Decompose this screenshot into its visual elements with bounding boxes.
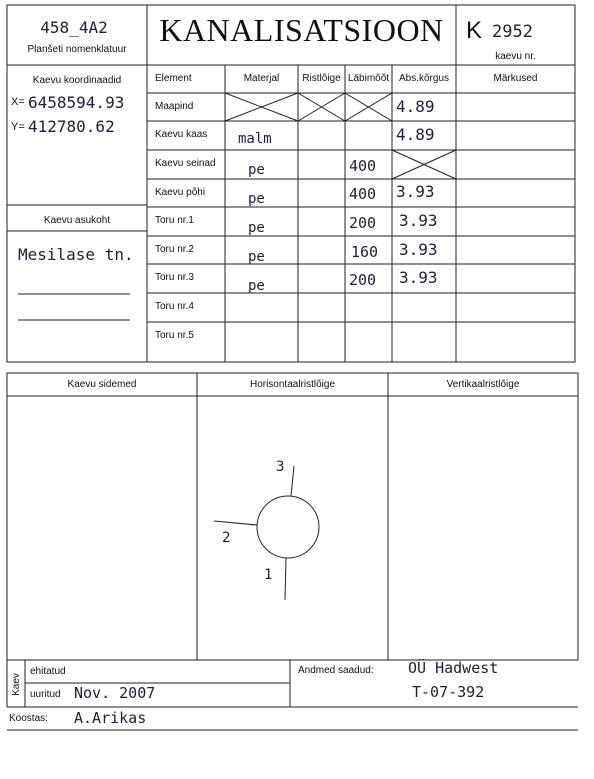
col-header-notes: Märkused	[493, 73, 538, 84]
section-vertical-title: Vertikaalristlõige	[446, 379, 520, 390]
cell-diameter: 400	[349, 157, 377, 175]
cell-diameter: 200	[349, 271, 377, 289]
row-element-label: Toru nr.2	[155, 244, 194, 255]
compiled-value: A.Arikas	[74, 709, 147, 727]
coord-x-prefix: X=	[11, 96, 25, 108]
built-label: ehitatud	[30, 666, 66, 677]
row-element-label: Maapind	[155, 101, 194, 112]
cell-material: pe	[248, 278, 265, 294]
cell-abs-height: 3.93	[399, 211, 438, 230]
row-element-label: Kaevu seinad	[155, 158, 216, 169]
cell-material: pe	[248, 220, 265, 236]
coord-y-prefix: Y=	[11, 121, 25, 133]
row-element-label: Kaevu põhi	[155, 187, 206, 198]
coord-x-value: 6458594.93	[28, 93, 125, 112]
measured-value: Nov. 2007	[74, 684, 156, 702]
col-header-cross-section: Ristlõige	[302, 73, 341, 84]
cell-abs-height: 3.93	[396, 182, 435, 201]
pipe-label-1: 1	[264, 567, 273, 583]
row-element-label: Toru nr.4	[155, 301, 194, 312]
cell-abs-height: 3.93	[399, 240, 438, 259]
col-header-diameter: Läbimõõt	[347, 73, 390, 84]
section-connections-title: Kaevu sidemed	[67, 379, 137, 390]
well-side-label-box	[7, 661, 25, 707]
location-value: Mesilase tn.	[18, 245, 134, 264]
middle-block-frame	[7, 373, 578, 660]
coord-y-value: 412780.62	[28, 117, 115, 136]
well-circle	[257, 496, 319, 558]
row-element-label: Kaevu kaas	[155, 129, 208, 140]
data-source-company: OÜ Hadwest	[408, 659, 499, 677]
well-number: 2952	[492, 22, 533, 42]
data-source-label: Andmed saadud:	[298, 665, 374, 676]
page-title: KANALISATSIOON	[159, 12, 444, 48]
col-header-material: Materjal	[243, 73, 280, 84]
sheet-label: Planšeti nomenklatuur	[27, 44, 127, 55]
row-element-label: Toru nr.5	[155, 330, 194, 341]
data-source-doc-number: T-07-392	[412, 683, 485, 701]
pipe-3-line	[291, 466, 294, 496]
col-header-abs-height: Abs.kõrgus	[398, 73, 450, 84]
pipe-1-line	[285, 558, 286, 600]
measured-label: uuritud	[30, 689, 61, 700]
cell-material: malm	[238, 131, 272, 147]
cell-diameter: 400	[349, 185, 377, 203]
row-element-label: Toru nr.3	[155, 272, 194, 283]
coords-label: Kaevu koordinaadid	[32, 75, 122, 86]
cell-abs-height: 3.93	[399, 268, 438, 287]
cell-abs-height: 4.89	[396, 125, 435, 144]
cell-material: pe	[248, 191, 265, 207]
pipe-2-line	[214, 521, 257, 525]
pipe-label-2: 2	[222, 530, 231, 546]
well-side-label: Kaev	[10, 672, 22, 696]
cell-material: pe	[248, 249, 265, 265]
cell-diameter: 160	[351, 243, 379, 261]
location-label: Kaevu asukoht	[43, 215, 111, 226]
sheet-code: 458_4A2	[40, 18, 108, 37]
compiled-label: Koostas:	[9, 713, 48, 724]
cell-diameter: 200	[349, 214, 377, 232]
row-element-label: Toru nr.1	[155, 215, 194, 226]
pipe-label-3: 3	[276, 459, 285, 475]
section-horizontal-title: Horisontaalristlõige	[249, 379, 336, 390]
well-letter: K	[466, 17, 483, 44]
well-label: kaevu nr.	[495, 51, 536, 62]
cell-material: pe	[248, 162, 265, 178]
cell-abs-height: 4.89	[396, 97, 435, 116]
col-header-element: Element	[155, 73, 192, 84]
